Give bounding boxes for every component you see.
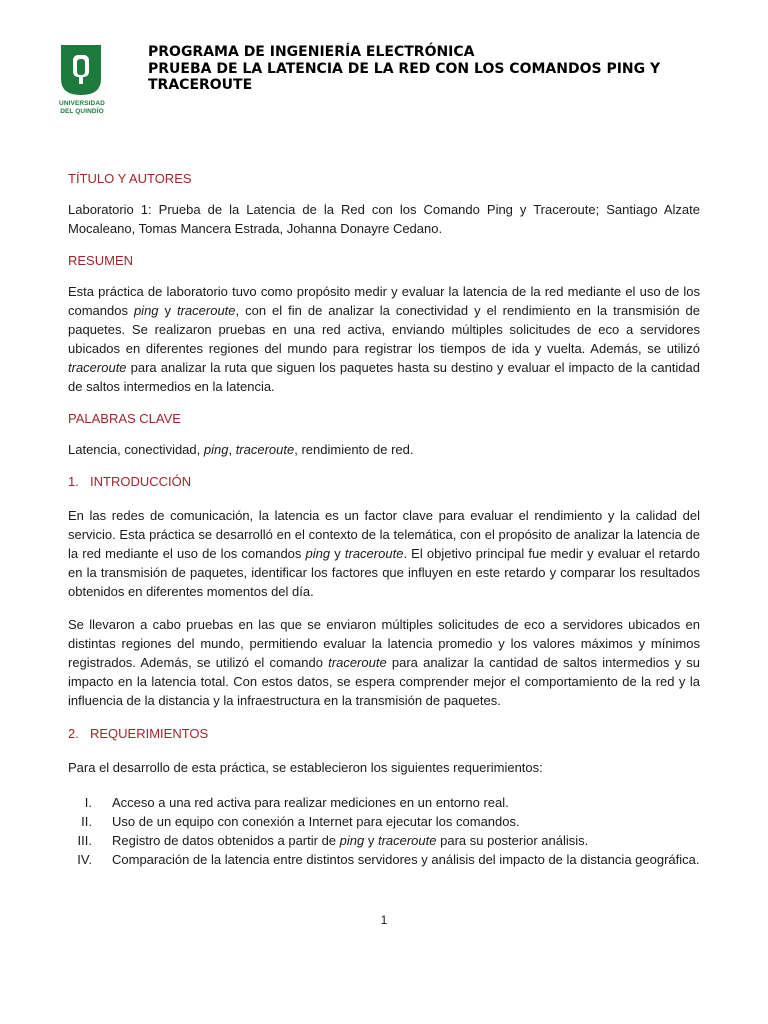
page-number: 1	[380, 913, 388, 927]
list-item-numeral: II.	[81, 814, 92, 829]
document-title-line2: TRACEROUTE	[148, 77, 253, 93]
intro-p2-text-a: Se llevaron a cabo pruebas en las que se enviaron múltiples solicitudes de eco a servidores ubicados en distintas regiones del mundo, permitiendo evaluar la latencia promedio y los valores máximos y mínimos registrados. Además, se utilizó el comando	[68, 617, 700, 670]
section-heading-resumen: RESUMEN	[68, 253, 134, 268]
section-heading-introduccion	[68, 472, 700, 491]
list-item-text-b: y	[364, 833, 378, 848]
intro-p2-italic-traceroute: traceroute	[328, 655, 387, 670]
logo-text-line2: DEL QUINDÍO	[60, 108, 104, 115]
list-item	[68, 831, 700, 850]
section-heading-palabras: PALABRAS CLAVE	[68, 411, 181, 426]
section-title-requerimientos: REQUERIMIENTOS	[90, 726, 209, 741]
list-item-text-c: para su posterior análisis.	[436, 833, 589, 848]
resumen-paragraph	[68, 282, 700, 396]
section-heading-titulo: TÍTULO Y AUTORES	[68, 171, 192, 186]
resumen-text-1: Esta práctica de laboratorio tuvo como propósito medir y evaluar la latencia de la red mediante el uso de los comandos	[68, 284, 700, 318]
list-item-text-a: Registro de datos obtenidos a partir de	[112, 833, 340, 848]
section-number-2: 2.	[68, 726, 79, 741]
university-logo	[52, 45, 112, 117]
resumen-text-2: y	[158, 303, 177, 318]
resumen-italic-ping: ping	[133, 303, 159, 318]
list-item-text: Acceso a una red activa para realizar mediciones en un entorno real.	[112, 795, 509, 810]
intro-p1-italic-traceroute: traceroute	[344, 546, 404, 561]
resumen-text-4: para analizar la ruta que siguen los paquetes hasta su destino y evaluar el impacto de la cantidad de saltos intermedios en la latencia.	[68, 360, 700, 394]
document-body	[68, 169, 700, 869]
intro-p2-text-b: para analizar la cantidad de saltos intermedios y su impacto en la latencia total. Con estos datos, se espera comprender mejor el comportamiento de la red y la influencia de la distancia y la infraestructura en la transmisión de paquetes.	[68, 655, 700, 708]
resumen-italic-traceroute-2: traceroute	[68, 360, 127, 375]
list-item	[68, 793, 700, 812]
requirements-list	[68, 793, 700, 869]
list-item-text: Uso de un equipo con conexión a Internet para ejecutar los comandos.	[112, 814, 520, 829]
section-title-introduccion: INTRODUCCIÓN	[90, 474, 192, 489]
list-item-numeral: IV.	[77, 852, 92, 867]
keywords-text-3: , rendimiento de red.	[294, 442, 414, 457]
logo-text-line1: UNIVERSIDAD	[59, 100, 105, 107]
list-item-numeral: III.	[77, 833, 92, 848]
keywords-paragraph	[68, 440, 700, 459]
list-item-numeral: I.	[84, 795, 92, 810]
intro-paragraph-2	[68, 615, 700, 710]
list-item-italic-ping: ping	[339, 833, 365, 848]
intro-p1-text-b: y	[330, 546, 345, 561]
section-heading-requerimientos	[68, 724, 700, 743]
titulo-paragraph: Laboratorio 1: Prueba de la Latencia de la Red con los Comando Ping y Traceroute; Santiago Alzate Mocaleano, Tomas Mancera Estrada, Johanna Donayre Cedano.	[68, 202, 700, 236]
section-number-1: 1.	[68, 474, 79, 489]
intro-paragraph-1	[68, 506, 700, 601]
resumen-italic-traceroute: traceroute	[176, 303, 236, 318]
university-shield-icon	[61, 45, 101, 95]
keywords-italic-traceroute: traceroute	[235, 442, 295, 457]
document-title-line1: PRUEBA DE LA LATENCIA DE LA RED CON LOS COMANDOS PING Y	[148, 60, 661, 77]
keywords-italic-ping: ping	[203, 442, 229, 457]
intro-p1-text-c: . El objetivo principal fue medir y evaluar el retardo en la transmisión de paquetes, identificar los factores que influyen en este retardo y comparar los resultados obtenidos en diferentes momentos del día.	[68, 546, 700, 599]
program-title: PROGRAMA DE INGENIERÍA ELECTRÓNICA	[148, 44, 475, 60]
intro-p1-italic-ping: ping	[305, 546, 331, 561]
list-item-text: Comparación de la latencia entre distintos servidores y análisis del impacto de la distancia geográfica.	[112, 852, 700, 867]
list-item	[68, 812, 700, 831]
keywords-text-2: ,	[228, 442, 236, 457]
keywords-text-1: Latencia, conectividad,	[68, 442, 204, 457]
requirements-intro: Para el desarrollo de esta práctica, se establecieron los siguientes requerimientos:	[68, 760, 543, 775]
list-item	[68, 850, 700, 869]
intro-p1-text-a: En las redes de comunicación, la latencia es un factor clave para evaluar el rendimiento y la calidad del servicio. Esta práctica se desarrolló en el contexto de la telemática, con el propósito de analizar la latencia de la red mediante el uso de los comandos	[68, 508, 700, 561]
document-header	[148, 44, 668, 94]
resumen-text-3: , con el fin de analizar la conectividad y el rendimiento en la transmisión de paquetes. Se realizaron pruebas en una red activa, enviando múltiples solicitudes de eco a servidores ubicados en diferentes regiones del mundo para registrar los tiempos de ida y vuelta. Además, se utilizó	[68, 303, 700, 356]
list-item-italic-traceroute: traceroute	[377, 833, 437, 848]
